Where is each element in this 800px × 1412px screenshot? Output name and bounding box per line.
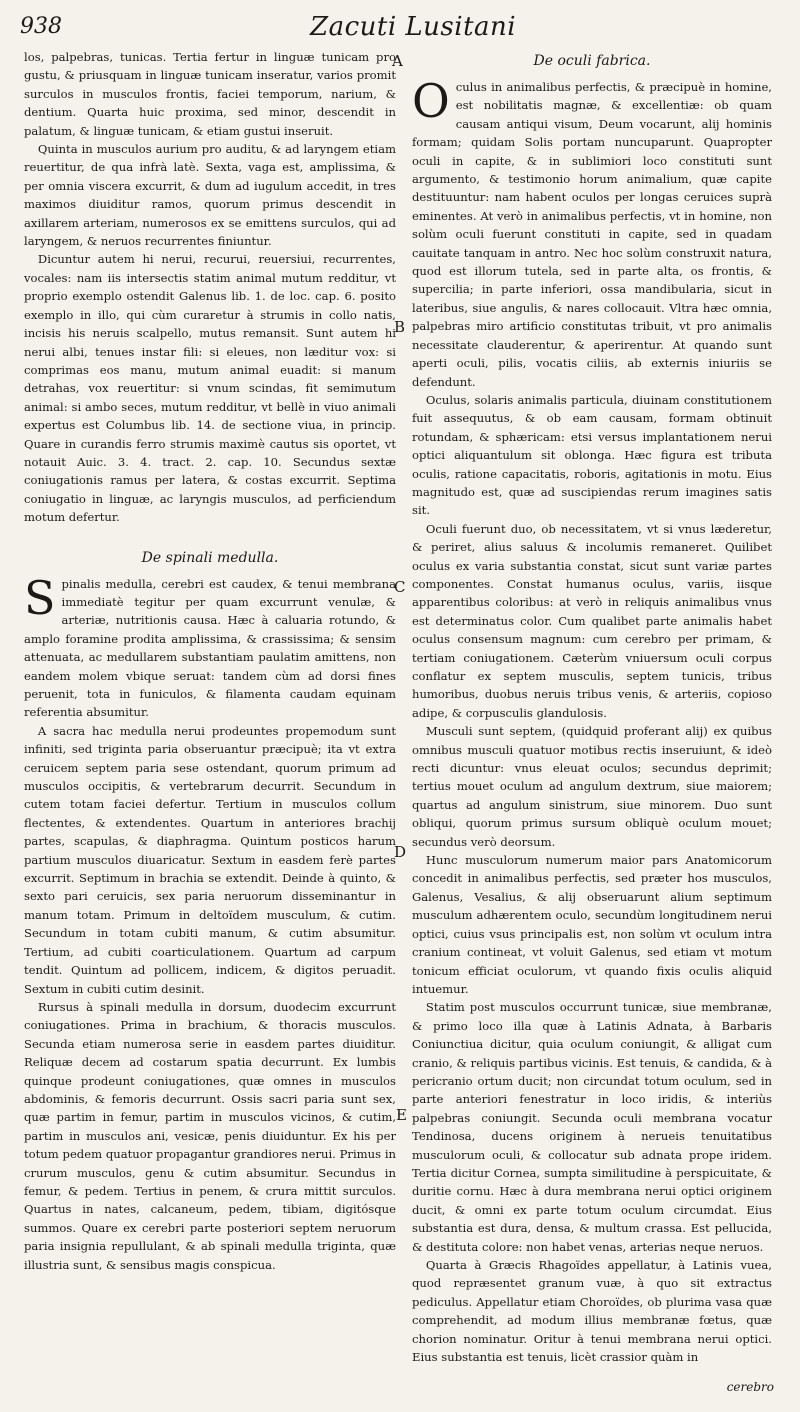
paragraph: Dicuntur autem hi nerui, recurui, reuersiui, recurrentes, vocales: nam iis intersectis statim animal mutum redditur, vt proprio exemplo ostendit Galenus lib. 1. de loc. cap. 6. posito exemplo in illo, qui cùm curaretur à strumis in collo natis, incisis his neruis scalpello, mutus remansit. Sunt autem hi nerui albi, tenues instar fili: si eleues, non læditur vox: si comprimas eos manu, mutum animal euadit: si manum detrahas, vox reuertitur: si vnum scindas, fit semimutum animal: si ambo seces, mutum redditur, vt bellè in viuo animali expertus est Columbus lib. 14. de sectione viua, in princip. Quare in curandis ferro strumis maximè cautus sis oportet, vt notauit Auic. 3. 4. tract. 2. cap. 10. Secundus sextæ coniugationis ramus per latera, & costas excurrit. Septima coniugatio in linguæ, ac laryngis musculos, ad perficiendum motum defertur. [24, 252, 396, 525]
paragraph: Oculi fuerunt duo, ob necessitatem, vt si vnus læderetur, & periret, alius saluus & incolumis remaneret. Quilibet oculus ex varia substantia constat, sicut sunt variæ partes componentes. Constat humanus oculus, variis, iisque apparentibus coloribus: at verò in reliquis animalibus vnus est determinatus color. Cum qualibet parte animalis habet oculus consensum magnum: cum cerebro per primam, & tertiam coniugationem. Cæterùm vniuersum oculi corpus conflatur ex septem musculis, septem tunicis, tribus humoribus, duobus neruis tribus venis, & arteriis, copioso adipe, & corpusculis glandulosis. [412, 521, 772, 720]
margin-letter: D [394, 843, 407, 861]
margin-letter: B [394, 318, 406, 336]
catchword: cerebro [726, 1380, 774, 1394]
left-column [24, 48, 396, 1274]
paragraph: A sacra hac medulla nerui prodeuntes propemodum sunt infiniti, sed triginta paria obseruantur præcipuè; ita vt extra ceruicem septem paria sese ostendant, quorum primum ad musculos occipitis, & vertebrarum decurrit. Secundum in cutem totam faciei defertur. Tertium in musculos collum flectentes, & extendentes. Quartum in anteriores brachij partes, scapulas, & diaphragma. Quintum posticos harum partium musculos diuaricatur. Sextum in easdem ferè partes excurrit. Septimum in brachia se extendit. Deinde à quinto, & sexto pari ceruicis, sex paria neruorum disseminantur in manum totam. Primum in deltoïdem musculum, & cutim. Secundum in totam cubiti manum, & cutim absumitur. Tertium, ad cubiti coarticulationem. Quartum ad carpum tendit. Quintum ad pollicem, indicem, & digitos peruadit. Sextum in cubiti cutim desinit. [24, 723, 396, 996]
paragraph [412, 74, 772, 391]
margin-letter: E [396, 1106, 407, 1124]
margin-letter: C [394, 578, 406, 596]
paragraph: los, palpebras, tunicas. Tertia fertur in linguæ tunicam pro gustu, & priusquam in linguæ tunicam inseratur, varios promit surculos in musculos frontis, faciei temporum, narium, & dentium. Quarta huic proxima, sed minor, descendit in palatum, & linguæ tunicam, & etiam gustui inseruit. [24, 50, 396, 138]
paragraph: Rursus à spinali medulla in dorsum, duodecim excurrunt coniugationes. Prima in brachium, & thoracis musculos. Secunda etiam numerosa serie in easdem partes diuiditur. Reliquæ decem ad costarum spatia decurrunt. Ex lumbis quinque prodeunt coniugationes, quæ omnes in musculos abdominis, & femoris decurrunt. Ossis sacri paria sunt sex, quæ partim in femur, partim in musculos vicinos, & cutim, partim in musculos ani, vesicæ, penis diuiduntur. Ex his per totum pedem quatuor propagantur grandiores nerui. Primus in crurum musculos, genu & cutim absumitur. Secundus in femur, & pedem. Tertius in penem, & crura mittit surculos. Quartus in nates, calcaneum, pedem, tibiam, digitósque summos. Quare ex cerebri parte posteriori septem neruorum paria insignia repullulant, & ab spinali medulla triginta, quæ illustria sunt, & sensibus magis conspicua. [24, 999, 396, 1272]
page-header [0, 0, 800, 40]
section-heading: De oculi fabrica. [533, 53, 651, 69]
drop-cap: S [24, 570, 56, 625]
running-title: Zacuti Lusitani [310, 12, 517, 42]
paragraph: Hunc musculorum numerum maior pars Anatomicorum concedit in animalibus perfectis, sed præter hos musculos, Galenus, Vesalius, & alij obseruarunt alium septimum musculum adhærentem oculo, secundùm longitudinem nerui optici, cuius vsus principalis est, non solùm vt oculum intra cranium contineat, vt voluit Galenus, sed etiam vt motum tonicum efficiat oculorum, vt quando fixis oculis aliquid intuemur. [412, 853, 772, 996]
paragraph-text: pinalis medulla, cerebri est caudex, & tenui membrana immediatè tegitur per quam excurrunt venulæ, & arteriæ, nutritionis causa. Hæc à caluaria rotundo, & amplo foramine prodita amplissima, & crassissima; & sensim attenuata, ac medullarem substantiam paulatim amittens, non eandem molem vbique seruat: tandem cùm ad dorsi fines peruenit, tota in funiculos, & filamenta caudam equinam referentia absumitur. [24, 576, 396, 720]
drop-cap: O [412, 74, 450, 128]
page-number: 938 [20, 14, 62, 39]
paragraph: Quinta in musculos aurium pro auditu, & ad laryngem etiam reuertitur, de qua infrà latè. Sexta, vaga est, amplissima, & per omnia viscera excurrit, & dum ad iugulum accedit, in tres maximos diuiditur ramos, quorum primus descendit in axillarem arteriam, numerosos ex se emittens surculos, qui ad laryngem, & neruos recurrentes finiuntur. [24, 142, 396, 249]
paragraph [24, 570, 396, 722]
paragraph: Oculus, solaris animalis particula, diuinam constitutionem fuit assequutus, & ob eam causam, formam obtinuit rotundam, & sphæricam: etsi versus implantationem nerui optici aliquantulum sit oblonga. Hæc figura est tributa oculis, ratione capacitatis, roboris, agitationis in motu. Eius magnitudo est, quæ ad suscipiendas rerum imagines satis sit. [412, 392, 772, 518]
section-heading: De spinali medulla. [141, 549, 279, 566]
right-column [412, 48, 772, 1366]
paragraph: Musculi sunt septem, (quidquid proferant alij) ex quibus omnibus musculi quatuor motibus rectis inseruiunt, & ideò recti dicuntur: vnus eleuat oculos; secundus deprimit; tertius mouet oculum ad angulum dextrum, siue maiorem; quartus ad angulum sinistrum, siue minorem. Duo sunt obliqui, quorum primus sursum obliquè oculum mouet; secundus verò deorsum. [412, 724, 772, 849]
paragraph: Quarta à Græcis Rhagoïdes appellatur, à Latinis vuea, quod repræsentet granum vuæ, à quo sit extractus pediculus. Appellatur etiam Choroïdes, ob plurima vasa quæ comprehendit, ad modum illius membranæ fœtus, quæ chorion nominatur. Oritur à tenui membrana nerui optici. Eius substantia est tenuis, licèt crassior quàm in [412, 1258, 772, 1365]
paragraph-text: culus in animalibus perfectis, & præcipuè in homine, est nobilitatis magnæ, & excellentiæ: ob quam causam antiqui visum, Deum vocarunt, alij hominis formam; quidam Solis portam nuncuparunt. Quapropter oculi in capite, & in sublimiori loco constituti sunt argumento, & testimonio horum animalium, quæ capite destituuntur: nam habent oculos per longas ceruices suprà eminentes. At verò in animalibus perfectis, vt in homine, non solùm oculi fuerunt constituti in capite, sed in quadam cauitate tanquam in antro. Nec hoc solùm construxit natura, quod est illorum tutela, sed in parte alta, os frontis, & supercilia; in parte inferiori, ossa mandibularia, sicut in lateribus, siue angulis, & nares collocauit. Vltra hæc omnia, palpebras miro artificio constitutas tribuit, vt pro animalis necessitate clauderentur, & aperirentur. At quando sunt aperti oculi, pilis, vocatis ciliis, ab externis iniuriis se defendunt. [412, 80, 772, 389]
margin-letter: A [392, 52, 403, 70]
paragraph: Statim post musculos occurrunt tunicæ, siue membranæ, & primo loco illa quæ à Latinis Adnata, à Barbaris Coniunctiua dicitur, quia oculum coniungit, & alligat cum cranio, & reliquis partibus vicinis. Est tenuis, & candida, & à pericranio ortum ducit; non circundat totum oculum, sed in parte anteriori fenestratur in loco iridis, & interiùs palpebras coniungit. Secunda oculi membrana vocatur Tendinosa, ducens originem à nerueis tenuitatibus musculorum oculi, & collocatur sub adnata prope iridem. Tertia dicitur Cornea, sumpta similitudine à perspicuitate, & duritie cornu. Hæc à dura membrana nerui optici originem ducit, & omni ex parte totum oculum circumdat. Eius substantia est dura, densa, & multum crassa. Est pellucida, & destituta colore: non habet venas, arterias neque neruos. [412, 1000, 772, 1254]
